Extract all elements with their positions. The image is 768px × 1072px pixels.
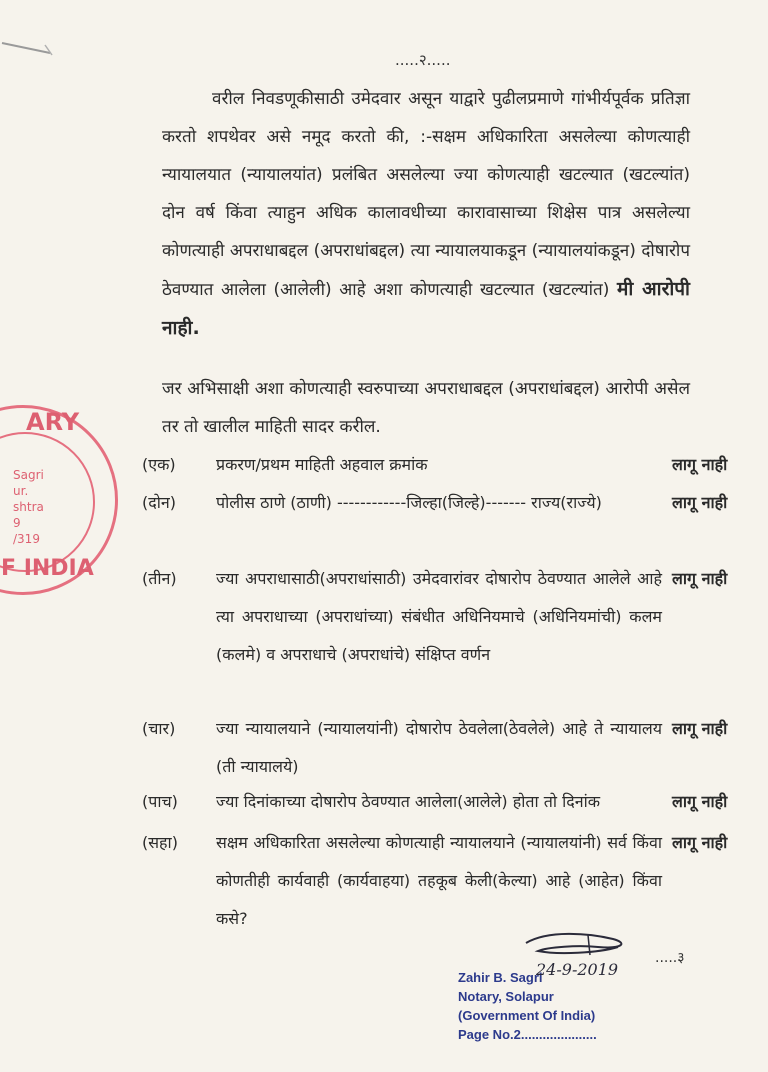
item-number: (एक): [142, 455, 176, 474]
item-number: (पाच): [142, 792, 178, 811]
paragraph-body: वरील निवडणूकीसाठी उमेदवार असून याद्वारे पुढीलप्रमाणे गांभीर्यपूर्वक प्रतिज्ञा करतो शपथेवर असे नमूद करतो की, :-सक्षम अधिकारिता असलेल्या कोणत्याही न्यायालयात (न्यायालयांत) प्रलंबित असलेल्या ज्या कोणत्याही खटल्यात (खटल्यांत) दोन वर्ष किंवा त्याहुन अधिक कालावधीच्या कारावासाच्या शिक्षेस पात्र असलेल्या कोणत्याही अपराधाबद्दल (अपराधांबद्दल) त्या न्यायालयाकडून (न्यायालयांकडून) दोषारोप ठेवण्यात आलेला (आलेली) आहे अशा कोणत्याही खटल्यात (खटल्यांत): [162, 89, 690, 300]
seal-ring-text-bottom: F INDIA: [1, 556, 94, 581]
item-status: लागू नाही: [672, 833, 728, 852]
item-text: ज्या अपराधासाठी(अपराधांसाठी) उमेदवारांवर दोषारोप ठेवण्यात आलेले आहे त्या अपराधाच्या (अपराधांच्या) संबंधीत अधिनियमाचे (अधिनियमांची) कलम (कलमे) व अपराधाचे (अपराधांचे) संक्षिप्त वर्णन: [216, 569, 662, 664]
seal-line: shtra: [13, 500, 44, 514]
seal-line: 9: [13, 516, 21, 530]
item-text: सक्षम अधिकारिता असलेल्या कोणत्याही न्यायालयाने (न्यायालयांनी) सर्व किंवा कोणतीही कार्यवाही (कार्यवाहया) तहकूब केली(केल्या) आहे (आहेत) किंवा कसे?: [216, 833, 662, 928]
item-text: प्रकरण/प्रथम माहिती अहवाल क्रमांक: [216, 455, 428, 474]
seal-ring-text: ARY: [26, 408, 80, 436]
declaration-bold: मी आरोपी नाही.: [162, 278, 690, 339]
affidavit-paragraph: [162, 80, 690, 348]
instruction-paragraph: [162, 370, 690, 446]
notary-page-line: [458, 1025, 597, 1044]
item-text: पोलीस ठाणे (ठाणी) ------------जिल्हा(जिल्हे)------- राज्य(राज्ये): [216, 493, 602, 512]
item-number: (चार): [142, 719, 176, 738]
item-status: लागू नाही: [672, 792, 728, 811]
notary-stamp-block: [458, 968, 597, 1044]
seal-line: Sagri: [13, 468, 44, 482]
seal-line: /319: [13, 532, 40, 546]
notary-government: (Government Of India): [458, 1008, 596, 1023]
page-value: 2: [513, 1027, 521, 1042]
item-number: (दोन): [142, 493, 177, 512]
page-marker: .....२.....: [395, 51, 451, 69]
page-dots: .....................: [520, 1027, 597, 1042]
item-status: लागू नाही: [672, 719, 728, 738]
item-status: लागू नाही: [672, 493, 728, 512]
next-page-marker: .....३: [655, 950, 685, 966]
notary-title: Notary, Solapur: [458, 989, 554, 1004]
item-number: (तीन): [142, 569, 177, 588]
instruction-text: जर अभिसाक्षी अशा कोणत्याही स्वरुपाच्या अपराधाबद्दल (अपराधांबद्दल) आरोपी असेल तर तो खालील माहिती सादर करील.: [162, 379, 690, 437]
item-status: लागू नाही: [672, 455, 728, 474]
notary-seal-stamp: [0, 405, 118, 595]
item-number: (सहा): [142, 833, 178, 852]
seal-line: ur.: [13, 484, 29, 498]
notary-name: Zahir B. Sagri: [458, 970, 543, 985]
signature-date: 24-9-2019: [536, 960, 619, 979]
item-text: ज्या दिनांकाच्या दोषारोप ठेवण्यात आलेला(आलेले) होता तो दिनांक: [216, 792, 601, 811]
staple-mark-icon: [0, 25, 60, 65]
page-label: Page No.: [458, 1027, 514, 1042]
item-text: ज्या न्यायालयाने (न्यायालयांनी) दोषारोप ठेवलेला(ठेवलेले) आहे ते न्यायालय (ती न्यायालये): [216, 719, 662, 776]
item-status: लागू नाही: [672, 569, 728, 588]
